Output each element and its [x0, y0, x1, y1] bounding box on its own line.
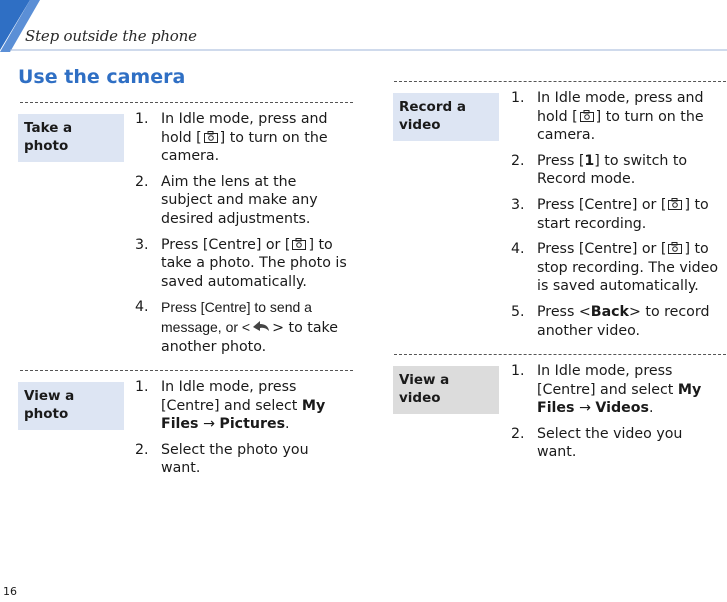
record-video-steps [511, 89, 725, 347]
list-item [511, 303, 725, 340]
key-name: 1 [584, 152, 595, 169]
camera-key-icon [292, 238, 306, 250]
list-item [511, 152, 725, 189]
step-text: . [285, 416, 290, 433]
step-text: . [649, 400, 654, 417]
step-text: Select the photo you want. [161, 441, 309, 477]
label-take-photo: Take a photo [18, 114, 124, 162]
header-title: Step outside the phone [25, 27, 197, 45]
step-number: 2. [511, 152, 525, 169]
step-text: Press [Centre] or [ [161, 236, 291, 253]
arrow-icon: → [198, 416, 220, 433]
camera-key-icon [204, 131, 218, 143]
step-number: 4. [511, 241, 525, 258]
step-number: 5. [511, 303, 525, 320]
menu-name: My Files [161, 397, 326, 433]
step-number: 4. [135, 299, 149, 316]
step-text: > to take another photo. [161, 319, 338, 355]
list-item [135, 298, 351, 356]
camera-key-icon [580, 110, 594, 122]
list-item [135, 378, 351, 434]
step-text: ] to turn on the camera. [537, 108, 704, 144]
step-text: In Idle mode, press [Centre] and select [161, 379, 302, 414]
step-number: 2. [511, 425, 525, 442]
page-number: 16 [3, 585, 17, 598]
key-name: Back [590, 303, 629, 320]
step-text: ] to switch to Record mode. [537, 152, 688, 188]
list-item [135, 441, 351, 478]
view-photo-steps [135, 378, 351, 485]
divider [20, 370, 353, 371]
step-number: 2. [135, 441, 149, 458]
step-text: Press [Centre] or [ [537, 241, 667, 258]
step-text: In Idle mode, press and hold [ [161, 111, 328, 146]
camera-key-icon [668, 242, 682, 254]
list-item [511, 89, 725, 145]
list-item [135, 173, 351, 229]
step-text: ] to take a photo. The photo is saved automatically. [161, 236, 347, 290]
camera-key-icon [668, 198, 682, 210]
list-item [511, 362, 725, 418]
step-number: 2. [135, 173, 149, 190]
step-number: 1. [135, 111, 149, 127]
menu-name: Videos [595, 400, 649, 417]
list-item [511, 240, 725, 296]
step-text: In Idle mode, press [Centre] and select [537, 363, 678, 398]
step-text: In Idle mode, press and hold [ [537, 90, 704, 125]
list-item [511, 425, 725, 462]
step-text: > to record another video. [537, 303, 710, 339]
step-text: Press [ [537, 152, 585, 169]
divider [20, 102, 353, 103]
step-text: Press [Centre] to send a message, or < [161, 299, 312, 335]
back-arrow-icon [250, 318, 272, 335]
list-item [135, 110, 351, 166]
menu-name: Pictures [219, 416, 286, 433]
step-text: Press < [537, 303, 591, 320]
divider [394, 354, 726, 355]
label-view-photo: View a photo [18, 382, 124, 430]
step-text: Press [Centre] or [ [537, 196, 667, 213]
step-text: ] to start recording. [537, 196, 709, 232]
divider [394, 81, 726, 82]
step-text: Select the video you want. [537, 425, 683, 461]
label-view-video: View a video [393, 366, 499, 414]
step-text: ] to stop recording. The video is saved automatically. [537, 241, 719, 295]
step-number: 3. [135, 236, 149, 253]
step-number: 1. [511, 363, 525, 379]
section-title: Use the camera [18, 66, 186, 88]
take-photo-steps [135, 110, 351, 363]
view-video-steps [511, 362, 725, 469]
list-item [511, 196, 725, 233]
menu-name: My Files [537, 381, 702, 417]
step-number: 1. [135, 379, 149, 395]
step-text: ] to turn on the camera. [161, 129, 328, 165]
arrow-icon: → [574, 400, 596, 417]
step-number: 1. [511, 90, 525, 106]
list-item [135, 236, 351, 292]
step-text: Aim the lens at the subject and make any desired adjustments. [161, 173, 318, 227]
step-number: 3. [511, 196, 525, 213]
label-record-video: Record a video [393, 93, 499, 141]
